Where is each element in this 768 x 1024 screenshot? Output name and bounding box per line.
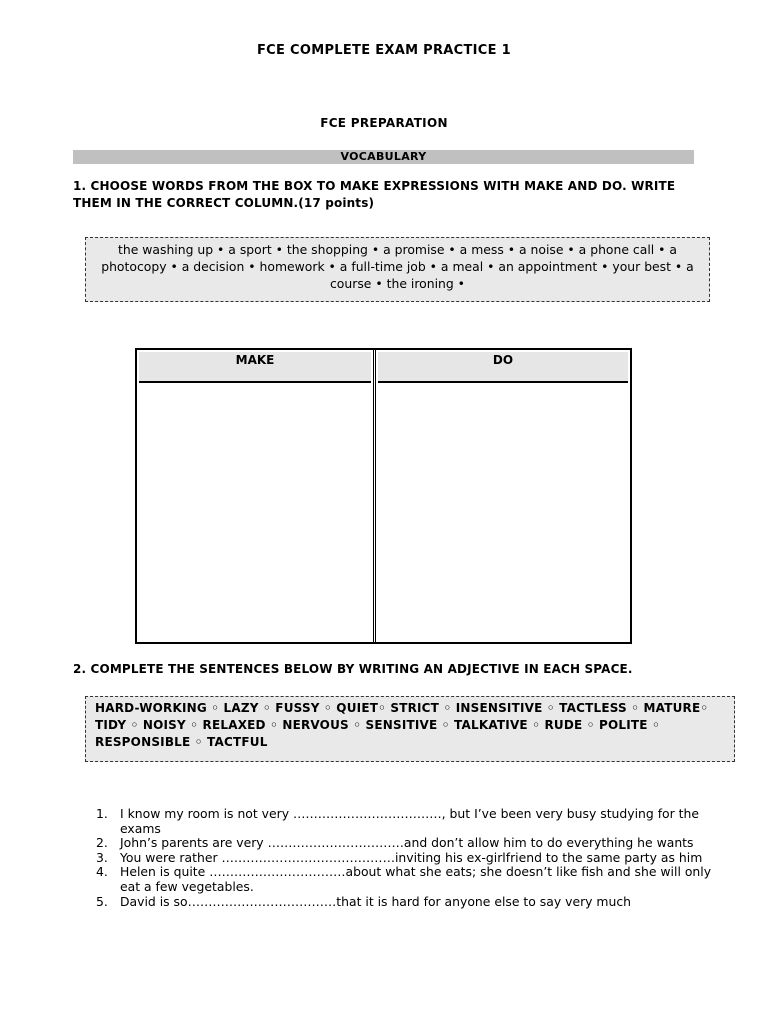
section-heading: VOCABULARY bbox=[340, 150, 427, 163]
item-number: 2. bbox=[96, 835, 108, 851]
word-box-2 bbox=[85, 696, 735, 762]
make-do-table bbox=[135, 348, 632, 644]
list-item bbox=[96, 807, 716, 836]
list-item bbox=[96, 851, 716, 866]
sentence-list bbox=[96, 807, 716, 909]
section-heading-bar bbox=[73, 150, 694, 164]
sentence-text: John’s parents are very ……………………………and don’t allow him to do everything he wants bbox=[120, 835, 694, 851]
list-item bbox=[96, 836, 716, 851]
sentence-text: I know my room is not very ………………………………, but I’ve been very busy studying for the exams bbox=[120, 806, 700, 836]
item-number: 4. bbox=[96, 864, 108, 880]
page-title: FCE COMPLETE EXAM PRACTICE 1 bbox=[257, 43, 511, 58]
page-subtitle: FCE PREPARATION bbox=[320, 116, 448, 130]
sentence-text: Helen is quite ……………………………about what she eats; she doesn’t like fish and she will only eat a few vegetables. bbox=[120, 864, 712, 894]
exercise-1-instruction: 1. CHOOSE WORDS FROM THE BOX TO MAKE EXPRESSIONS WITH MAKE AND DO. WRITE THEM IN THE CORRECT COLUMN.(17 points) bbox=[73, 179, 676, 210]
list-item bbox=[96, 865, 716, 894]
sentence-text: David is so………………………………that it is hard for anyone else to say very much bbox=[120, 893, 632, 909]
make-column-header: MAKE bbox=[139, 352, 371, 383]
do-column[interactable] bbox=[376, 350, 630, 642]
item-number: 1. bbox=[96, 806, 108, 821]
make-column[interactable] bbox=[137, 350, 376, 642]
list-item bbox=[96, 895, 716, 910]
word-box-2-text: HARD-WORKING ◦ LAZY ◦ FUSSY ◦ QUIET◦ STRICT ◦ INSENSITIVE ◦ TACTLESS ◦ MATURE◦ TIDY ◦ NOISY ◦ RELAXED ◦ NERVOUS ◦ SENSITIVE ◦ TALKATIVE ◦ RUDE ◦ POLITE ◦ RESPONSIBLE ◦ TACTFUL bbox=[95, 701, 709, 749]
exercise-2-instruction: 2. COMPLETE THE SENTENCES BELOW BY WRITING AN ADJECTIVE IN EACH SPACE. bbox=[73, 662, 633, 676]
word-box-1-text: the washing up • a sport • the shopping • a promise • a mess • a noise • a phone call • a photocopy • a decision • homework • a full-time job • a meal • an appointment • your best • a course • the ironing • bbox=[101, 242, 694, 291]
sentence-text: You were rather ……………………………………inviting his ex-girlfriend to the same party as him bbox=[120, 849, 703, 865]
item-number: 3. bbox=[96, 849, 108, 865]
item-number: 5. bbox=[96, 893, 108, 909]
word-box-1 bbox=[85, 237, 710, 302]
do-column-header: DO bbox=[378, 352, 628, 383]
